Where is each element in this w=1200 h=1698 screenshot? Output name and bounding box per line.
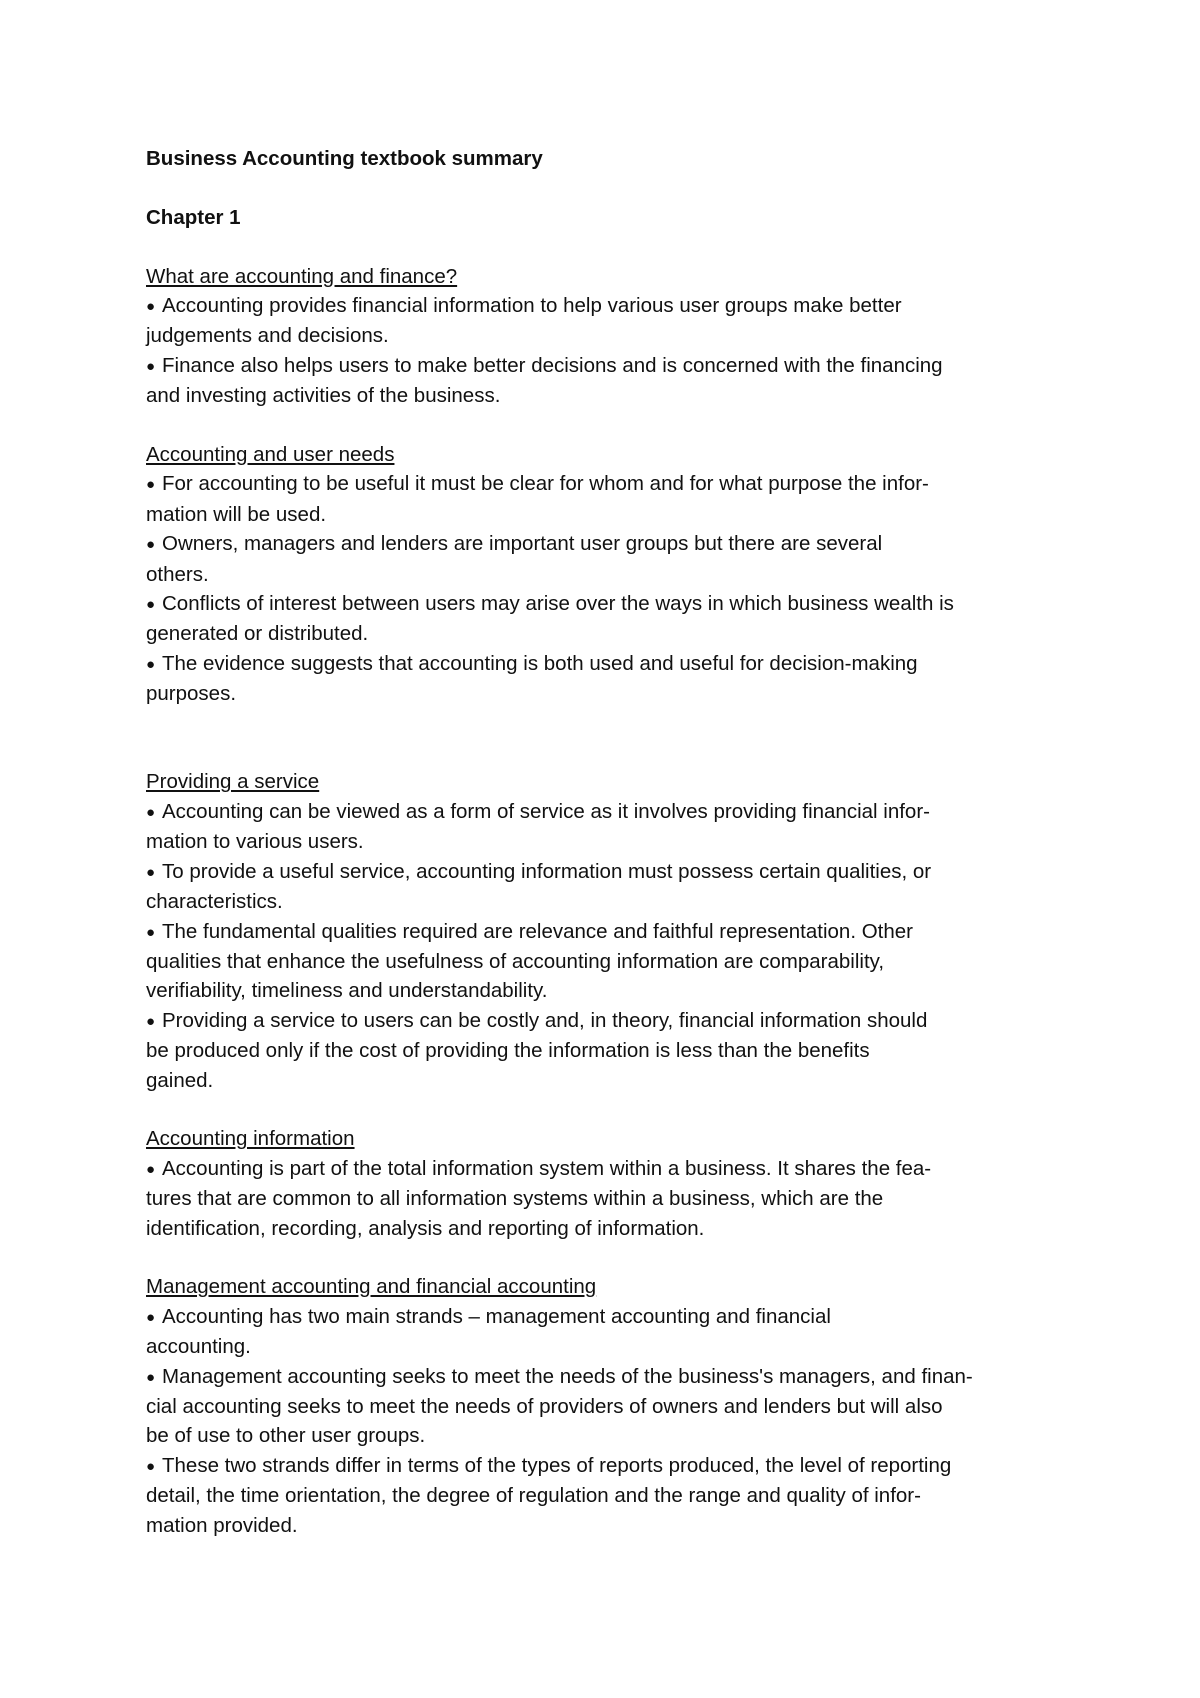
bullet-text: Finance also helps users to make better decisions and is concerned with the financing and investing activities of the business.: [146, 353, 943, 408]
section-accounting-information: [146, 1124, 1076, 1243]
bullet-icon: ●: [146, 476, 156, 494]
bullet-item: [146, 857, 1076, 917]
bullet-text: The evidence suggests that accounting is both used and useful for decision-making purposes.: [146, 651, 918, 706]
bullet-item: [146, 291, 1076, 351]
bullet-icon: ●: [146, 357, 156, 375]
bullet-icon: ●: [146, 863, 156, 881]
bullet-icon: ●: [146, 596, 156, 614]
document-content: [146, 144, 1076, 1540]
bullet-text: For accounting to be useful it must be clear for whom and for what purpose the infor- mation will be used.: [146, 472, 929, 526]
section-heading: Accounting information: [146, 1127, 355, 1151]
document-title: Business Accounting textbook summary: [146, 147, 543, 170]
bullet-item: [146, 351, 1076, 411]
section-heading: What are accounting and finance?: [146, 264, 458, 288]
bullet-text: Management accounting seeks to meet the needs of the business's managers, and finan- cial accounting seeks to meet the needs of providers of owners and lenders but will also be of use to other user groups.: [146, 1364, 973, 1448]
bullet-text: Accounting has two main strands – management accounting and financial accounting.: [146, 1304, 831, 1359]
bullet-text: Accounting can be viewed as a form of service as it involves providing financial infor- mation to various users.: [146, 799, 930, 854]
chapter-heading: Chapter 1: [146, 205, 241, 229]
bullet-text: Accounting is part of the total information system within a business. It shares the fea- tures that are common to all information systems within a business, which are the identification, recording, analysis and reporting of information.: [146, 1156, 932, 1240]
bullet-text: Owners, managers and lenders are important user groups but there are several others.: [146, 532, 883, 586]
bullet-item: [146, 1154, 1076, 1243]
bullet-item: [146, 589, 1076, 649]
section-heading: Management accounting and financial accounting: [146, 1275, 597, 1299]
bullet-item: [146, 1006, 1076, 1095]
bullet-item: [146, 1451, 1076, 1540]
bullet-item: [146, 1302, 1076, 1362]
bullet-icon: ●: [146, 1308, 156, 1326]
bullet-item: [146, 529, 1076, 589]
bullet-icon: ●: [146, 1457, 156, 1475]
spacer: [146, 232, 1076, 261]
bullet-text: Conflicts of interest between users may arise over the ways in which business wealth is generated or distributed.: [146, 592, 954, 646]
bullet-item: [146, 649, 1076, 709]
spacer: [146, 411, 1076, 440]
bullet-text: Accounting provides financial information to help various user groups make better judgements and decisions.: [146, 294, 902, 348]
bullet-icon: ●: [146, 1160, 156, 1178]
bullet-text: The fundamental qualities required are relevance and faithful representation. Other qualities that enhance the usefulness of accounting information are comparability, verifiability, timeliness and understandability.: [146, 919, 913, 1003]
bullet-icon: ●: [146, 803, 156, 821]
bullet-item: [146, 469, 1076, 529]
bullet-icon: ●: [146, 923, 156, 941]
section-user-needs: [146, 440, 1076, 709]
bullet-icon: ●: [146, 655, 156, 673]
bullet-item: [146, 917, 1076, 1006]
spacer: [146, 709, 1076, 768]
section-management-and-financial-accounting: [146, 1272, 1076, 1540]
section-providing-a-service: [146, 767, 1076, 1094]
spacer: [146, 1095, 1076, 1124]
bullet-text: Providing a service to users can be costly and, in theory, financial information should be produced only if the cost of providing the information is less than the benefits gained.: [146, 1008, 928, 1092]
section-heading: Providing a service: [146, 770, 320, 794]
bullet-icon: ●: [146, 1368, 156, 1386]
bullet-icon: ●: [146, 298, 156, 315]
section-accounting-and-finance: [146, 262, 1076, 411]
bullet-text: To provide a useful service, accounting information must possess certain qualities, or characteristics.: [146, 859, 932, 914]
section-heading: Accounting and user needs: [146, 443, 395, 467]
spacer: [146, 1243, 1076, 1272]
bullet-item: [146, 797, 1076, 857]
bullet-text: These two strands differ in terms of the types of reports produced, the level of reporting detail, the time orientation, the degree of regulation and the range and quality of infor- mation provided.: [146, 1453, 952, 1537]
bullet-icon: ●: [146, 1012, 156, 1030]
bullet-icon: ●: [146, 536, 156, 554]
bullet-item: [146, 1362, 1076, 1451]
